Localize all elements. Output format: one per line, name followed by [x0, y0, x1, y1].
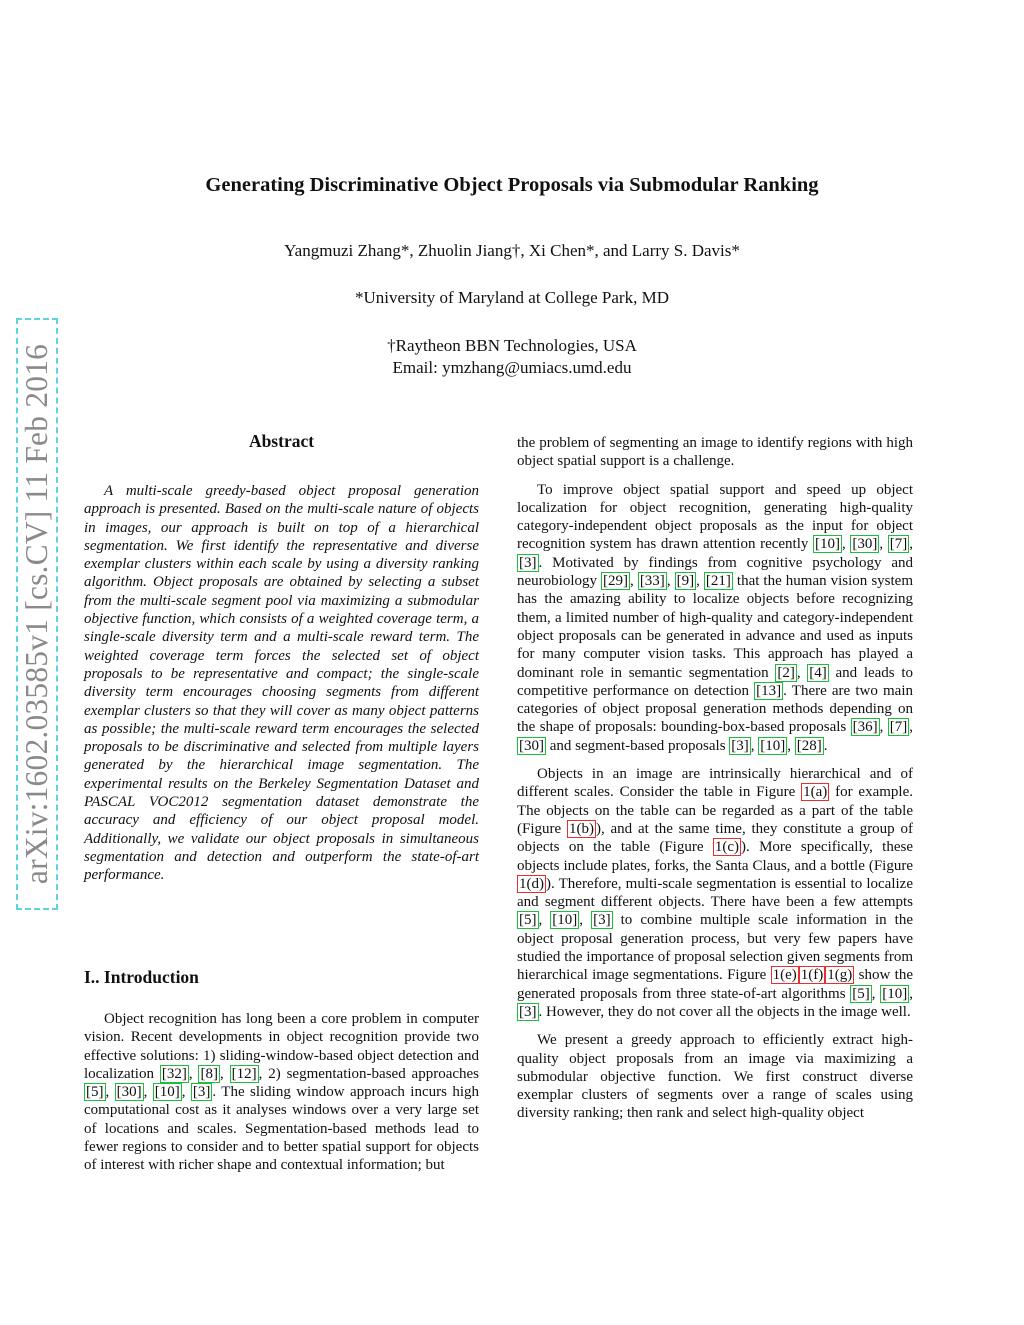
citation-link[interactable]: [33] [639, 573, 665, 590]
figure-link[interactable]: 1(e) [772, 967, 797, 984]
citation-link[interactable]: [30] [852, 536, 878, 553]
citation-link[interactable]: [10] [760, 737, 786, 754]
right-paragraph-2: Objects in an image are intrinsically hierarchical and of different scales. Consider the table in Figure 1(a) for example. The objects on the table can be regarded as a part of the table (Figure 1(b) ), and at the same time, they constitute a group of objects on the table (Figure 1(c) ). More specifically, these objects include plates, forks, the Santa Claus, and a bottle (Figure 1(d) ). Therefore, multi-scale segmentation is essential to localize and segment different objects. There have been a few attempts [5] , [10] , [3] to combine multiple scale information in the object proposal generation process, but very few papers have studied the importance of proposal selection given segments from hierarchical image segmentations. Figure 1(e) 1(f) 1(g) show the generated proposals from three state-of-art algorithms [5] , [10] , [3] . However, they do not cover all the objects in the image well. [517, 766, 914, 1020]
abstract-text: A multi-scale greedy-based object proposal generation approach is presented. Based on the multi-scale nature of objects in images, our approach is built on top of a hierarchical segmentation. We first identify the representative and diverse exemplar clusters within each scale by using a diversity ranking algorithm. Object proposals are obtained by selecting a subset from the multi-scale segment pool via maximizing a submodular objective function, which consists of a weighted coverage term, a single-scale diversity term and a multi-scale reward term. The weighted coverage term forces the selected set of object proposals to be representative and compact; the single-scale diversity term encourages choosing segments from different exemplar clusters so that they will cover as many object patterns as possible; the multi-scale reward term encourages the selected proposals to be discriminative and selected from multiple layers generated by the hierarchical image segmentation. The experimental results on the Berkeley Segmentation Dataset and PASCAL VOC2012 segmentation dataset demonstrate the accuracy and efficiency of our object proposal model. Additionally, we validate our object proposals in simultaneous segmentation and detection and outperform the state-of-art performance. [84, 483, 479, 884]
right-paragraph-continued: the problem of segmenting an image to identify regions with high object spatial support is a challenge. [517, 435, 913, 470]
right-paragraph-3: We present a greedy approach to efficiently extract high-quality object proposals from an image via maximizing a submodular objective function. We first construct diverse exemplar clusters of segments over a range of scales using diversity ranking; then rank and select high-quality object [517, 1032, 913, 1122]
author-email: Email: ymzhang@umiacs.umd.edu [392, 358, 632, 377]
citation-link[interactable]: [10] [882, 985, 908, 1002]
abstract-body [84, 482, 479, 895]
citation-link[interactable]: [5] [852, 985, 870, 1002]
citation-link[interactable]: [29] [603, 573, 629, 590]
citation-link[interactable]: [5] [86, 1084, 104, 1101]
arxiv-id: arXiv:1602.03585v1 [cs.CV] 11 Feb 2016 [19, 343, 55, 885]
citation-link[interactable]: [12] [231, 1065, 257, 1082]
citation-link[interactable]: [4] [809, 664, 827, 681]
intro-paragraph-1: Object recognition has long been a core problem in computer vision. Recent developments in object recognition provide two effective solutions: 1) sliding-window-based object detection and localization [32] , [8] , [12] , 2) segmentation-based approaches [5] , [30] , [10] , [3] . The sliding window approach incurs high computational cost as it analyses windows over a very large set of locations and scales. Segmentation-based methods lead to fewer regions to consider and to better spatial support for objects of interest with richer shape and contextual information; but [84, 1011, 480, 1174]
citation-link[interactable]: [7] [889, 536, 908, 553]
right-paragraph-1: To improve object spatial support and speed up object localization for object recognition, generating high-quality category-independent object proposals as the input for object recognition system has drawn attention recently [10] , [30] , [7] , [3] . Motivated by findings from cognitive psychology and neurobiology [29] , [33] , [9] , [21] that the human vision system has the amazing ability to localize objects before recognizing them, a limited number of high-quality and category-independent object proposals can be generated in advance and used as inputs for many computer vision tasks. This approach has played a dominant role in semantic segmentation [2] , [4] and leads to competitive performance on detection [13] . There are two main categories of object proposal generation methods depending on the shape of proposals: bounding-box-based proposals [36] , [7] , [30] and segment-based proposals [3] , [10] , [28] . [517, 481, 914, 754]
citation-link[interactable]: [3] [519, 1003, 537, 1020]
citation-link[interactable]: [5] [519, 912, 537, 929]
introduction-left-column [84, 1010, 479, 1185]
figure-link[interactable]: 1(g) [827, 967, 853, 984]
affiliation-umd: *University of Maryland at College Park, MD [355, 288, 669, 307]
citation-link[interactable]: [2] [777, 664, 795, 681]
paper-title: Generating Discriminative Object Proposals via Submodular Ranking [205, 174, 819, 196]
citation-link[interactable]: [10] [552, 912, 578, 929]
citation-link[interactable]: [30] [116, 1084, 142, 1101]
citation-link[interactable]: [13] [756, 682, 782, 699]
right-column [517, 434, 913, 1133]
arxiv-stamp[interactable] [16, 318, 58, 910]
citation-link[interactable]: [9] [676, 573, 695, 590]
citation-link[interactable]: [8] [200, 1065, 218, 1082]
citation-link[interactable]: [3] [519, 554, 537, 571]
citation-link[interactable]: [3] [731, 737, 749, 754]
figure-link[interactable]: 1(a) [803, 784, 828, 801]
abstract-heading: Abstract [248, 431, 315, 451]
figure-link[interactable]: 1(d) [519, 875, 544, 892]
citation-link[interactable]: [3] [593, 912, 611, 929]
figure-link[interactable]: 1(f) [800, 967, 824, 984]
citation-link[interactable]: [32] [161, 1065, 187, 1082]
section-heading-introduction: I.. Introduction [84, 967, 199, 987]
citation-link[interactable]: [30] [519, 737, 544, 754]
authors: Yangmuzi Zhang*, Zhuolin Jiang†, Xi Chen*, and Larry S. Davis* [284, 241, 740, 260]
figure-link[interactable]: 1(b) [568, 820, 594, 837]
citation-link[interactable]: [21] [705, 573, 731, 590]
citation-link[interactable]: [3] [192, 1084, 211, 1101]
citation-link[interactable]: [7] [889, 719, 908, 736]
citation-link[interactable]: [10] [154, 1084, 180, 1101]
affiliation-bbn: †Raytheon BBN Technologies, USA [387, 336, 637, 355]
citation-link[interactable]: [28] [796, 737, 822, 754]
citation-link[interactable]: [10] [815, 536, 840, 553]
citation-link[interactable]: [36] [852, 719, 878, 736]
figure-link[interactable]: 1(c) [714, 839, 739, 856]
